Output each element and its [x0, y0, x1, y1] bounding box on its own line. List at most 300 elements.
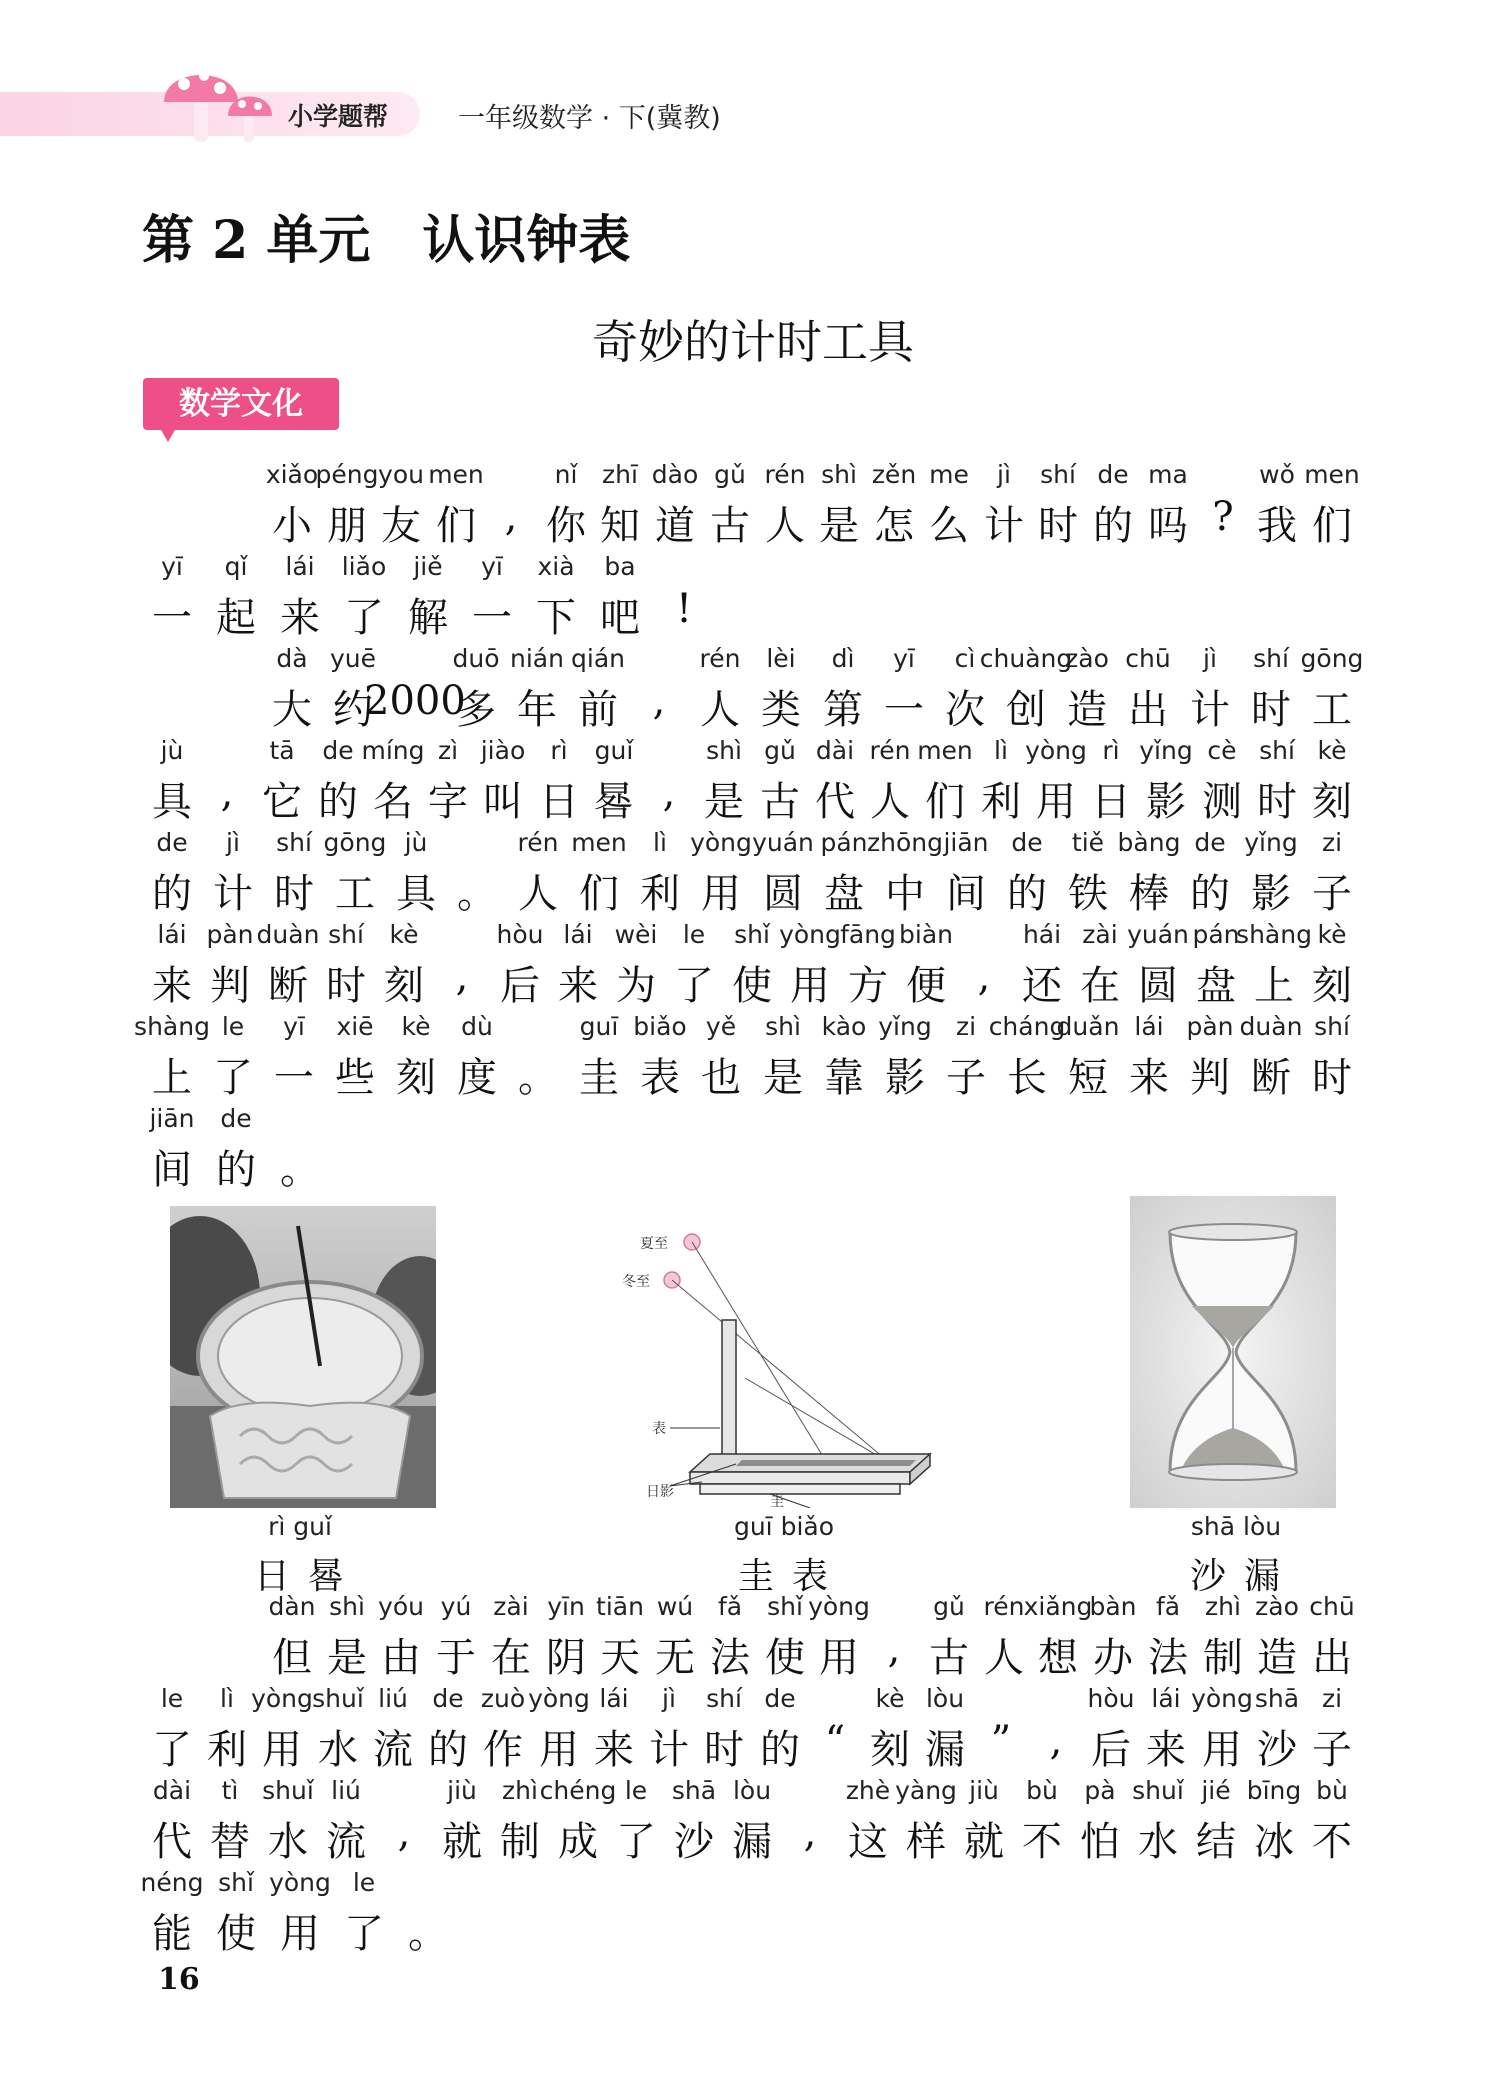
pinyin: ba: [604, 552, 636, 581]
hanzi: 解: [408, 595, 448, 641]
hanzi: 的: [318, 779, 358, 825]
hanzi: 圆: [1138, 963, 1178, 1009]
hanzi: 古: [929, 1635, 969, 1681]
pinyin: yú: [440, 1592, 472, 1621]
hanzi: 也: [701, 1055, 741, 1101]
pinyin: duàn: [256, 920, 320, 949]
hanzi: 能: [152, 1911, 192, 1957]
hanzi: 我: [1257, 503, 1297, 549]
pinyin: shí: [1040, 460, 1076, 489]
pinyin: le: [682, 920, 706, 949]
page-number: 16: [158, 1962, 200, 1997]
pinyin: yòng: [808, 1592, 870, 1621]
pinyin: zěn: [871, 460, 917, 489]
pinyin: pán: [1192, 920, 1240, 949]
hanzi: 计: [649, 1727, 689, 1773]
hanzi: 想: [1038, 1635, 1078, 1681]
hanzi: 了: [344, 595, 384, 641]
hanzi: ?: [1212, 494, 1234, 540]
label-summer: 夏至: [640, 1236, 668, 1252]
hanzi: 流: [373, 1727, 413, 1773]
pinyin: shuǐ: [262, 1776, 314, 1805]
pinyin: tiān: [596, 1592, 644, 1621]
hanzi: 日: [1091, 779, 1131, 825]
pinyin: liú: [378, 1684, 408, 1713]
pinyin: gǔ: [714, 460, 746, 489]
hanzi: 子: [1312, 1727, 1352, 1773]
pinyin: men: [428, 460, 484, 489]
pinyin: tā: [269, 736, 295, 765]
pinyin: de: [322, 736, 354, 765]
hourglass-photo: [1130, 1196, 1336, 1508]
hanzi: 铁: [1068, 871, 1108, 917]
pinyin: pàn: [206, 920, 254, 949]
pinyin: lì: [653, 828, 667, 857]
hanzi: 人: [700, 687, 740, 733]
hanzi: 小: [272, 503, 312, 549]
hanzi: 创: [1006, 687, 1046, 733]
hanzi: 用: [262, 1727, 302, 1773]
hanzi: 便: [906, 963, 946, 1009]
pinyin: pà: [1084, 1776, 1116, 1805]
pinyin: jù: [404, 828, 428, 857]
hanzi: 利: [207, 1727, 247, 1773]
pinyin: yàng: [895, 1776, 957, 1805]
pinyin: jiān: [149, 1104, 195, 1133]
pinyin: xià: [537, 552, 575, 581]
pinyin: me: [929, 460, 969, 489]
pinyin: yuán: [1127, 920, 1189, 949]
hanzi: 水: [318, 1727, 358, 1773]
text-line: [142, 1776, 1362, 1868]
hanzi: 盘: [1196, 963, 1236, 1009]
pinyin: rén: [699, 644, 741, 673]
hanzi: 短: [1068, 1055, 1108, 1101]
pinyin: de: [156, 828, 188, 857]
section-tag: 数学文化: [143, 378, 339, 430]
pinyin: yī: [481, 552, 503, 581]
hanzi: 日: [539, 779, 579, 825]
pinyin: cháng: [988, 1012, 1066, 1041]
hanzi: 造: [1257, 1635, 1297, 1681]
hanzi: 约: [333, 687, 373, 733]
hanzi: 影: [1251, 871, 1291, 917]
hanzi: 断: [1251, 1055, 1291, 1101]
hanzi: 的: [1093, 503, 1133, 549]
hanzi: 不: [1022, 1819, 1062, 1865]
hanzi: 的: [760, 1727, 800, 1773]
hanzi: 后: [1091, 1727, 1131, 1773]
pinyin: jié: [1201, 1776, 1231, 1805]
pinyin: gǔ: [764, 736, 796, 765]
hanzi: 水: [268, 1819, 308, 1865]
hanzi: 就: [442, 1819, 482, 1865]
pinyin: shí: [328, 920, 364, 949]
hanzi: 的: [1190, 871, 1230, 917]
hanzi: 是: [327, 1635, 367, 1681]
hanzi: 友: [381, 503, 421, 549]
hanzi: 你: [546, 503, 586, 549]
pinyin: hòu: [1087, 1684, 1135, 1713]
pinyin: kè: [1317, 920, 1347, 949]
hanzi: ,: [662, 770, 676, 816]
hanzi: !: [675, 586, 693, 632]
pinyin: dà: [276, 644, 308, 673]
hanzi: 工: [335, 871, 375, 917]
pinyin: duō: [452, 644, 500, 673]
hanzi: 计: [213, 871, 253, 917]
pinyin: lòu: [732, 1776, 772, 1805]
hanzi: 一: [472, 595, 512, 641]
pinyin: pàn: [1186, 1012, 1234, 1041]
hanzi: 利: [981, 779, 1021, 825]
pinyin: wǒ: [1259, 460, 1295, 489]
pinyin: míng: [361, 736, 425, 765]
guibiao-diagram: [610, 1218, 960, 1508]
hanzi: 晷: [594, 779, 634, 825]
hanzi: 的: [152, 871, 192, 917]
hanzi: 人: [984, 1635, 1024, 1681]
pinyin: shàng: [1236, 920, 1312, 949]
hanzi: 时: [1038, 503, 1078, 549]
hanzi: 天: [600, 1635, 640, 1681]
pinyin: péng: [315, 460, 379, 489]
hanzi: 间: [152, 1147, 192, 1193]
pinyin: dài: [152, 1776, 192, 1805]
hanzi: 古: [760, 779, 800, 825]
pinyin: zhè: [845, 1776, 891, 1805]
pinyin: shí: [276, 828, 312, 857]
pinyin: kè: [401, 1012, 431, 1041]
hanzi: 时: [326, 963, 366, 1009]
pinyin: rì: [550, 736, 568, 765]
pinyin: shā: [1254, 1684, 1300, 1713]
pinyin: de: [1194, 828, 1226, 857]
pinyin: lèi: [766, 644, 796, 673]
pinyin: guǐ: [594, 736, 634, 765]
hanzi: 于: [436, 1635, 476, 1681]
hanzi: 们: [1312, 503, 1352, 549]
hanzi: 了: [152, 1727, 192, 1773]
text-line: [142, 1868, 1362, 1960]
pinyin: bàn: [1089, 1592, 1137, 1621]
hanzi: 古: [710, 503, 750, 549]
hanzi: 它: [262, 779, 302, 825]
pinyin: yī: [283, 1012, 305, 1041]
pinyin: jì: [662, 1684, 676, 1713]
hanzi: 吗: [1148, 503, 1188, 549]
hanzi: 了: [616, 1819, 656, 1865]
hanzi: ,: [652, 678, 666, 724]
pinyin: yòng: [528, 1684, 590, 1713]
pinyin: le: [352, 1868, 376, 1897]
hanzi: 名: [373, 779, 413, 825]
header-book-title: 一年级数学 · 下(冀教): [458, 103, 721, 134]
pinyin: wèi: [614, 920, 658, 949]
text-line: [142, 460, 1362, 552]
pinyin: fǎ: [717, 1592, 743, 1621]
pinyin: shuǐ: [1132, 1776, 1184, 1805]
pinyin: zài: [493, 1592, 529, 1621]
hanzi: 类: [761, 687, 801, 733]
hanzi: 法: [710, 1635, 750, 1681]
hanzi: 在: [491, 1635, 531, 1681]
pinyin: gǔ: [933, 1592, 965, 1621]
pinyin: jiě: [413, 552, 443, 581]
hanzi: 出: [1312, 1635, 1352, 1681]
hanzi: ”: [990, 1718, 1012, 1764]
pinyin: tì: [221, 1776, 239, 1805]
pinyin: yīn: [547, 1592, 585, 1621]
pinyin: duǎn: [1056, 1012, 1120, 1041]
pinyin: lòu: [925, 1684, 965, 1713]
hanzi: 了: [213, 1055, 253, 1101]
pinyin: zi: [955, 1012, 977, 1041]
pinyin: jiù: [969, 1776, 999, 1805]
pinyin: dù: [461, 1012, 493, 1041]
hanzi: 判: [1190, 1055, 1230, 1101]
hanzi: 次: [945, 687, 985, 733]
pinyin: liú: [331, 1776, 361, 1805]
hanzi: 第: [823, 687, 863, 733]
pinyin: jì: [226, 828, 240, 857]
hanzi: 是: [704, 779, 744, 825]
text-line: [142, 828, 1362, 920]
hanzi: 代: [152, 1819, 192, 1865]
hanzi: 前: [578, 687, 618, 733]
hanzi: 用: [280, 1911, 320, 1957]
pinyin: jì: [997, 460, 1011, 489]
hanzi: 表: [640, 1055, 680, 1101]
hanzi: 字: [428, 779, 468, 825]
hanzi: 成: [558, 1819, 598, 1865]
pinyin: shā: [671, 1776, 717, 1805]
hanzi: 人: [870, 779, 910, 825]
pinyin: gōng: [1300, 644, 1364, 673]
pinyin: fāng: [840, 920, 896, 949]
hanzi: 时: [704, 1727, 744, 1773]
hanzi: 使: [732, 963, 772, 1009]
hanzi: 用: [1202, 1727, 1242, 1773]
hanzi: 子: [946, 1055, 986, 1101]
hanzi: 一: [152, 595, 192, 641]
hanzi: 使: [765, 1635, 805, 1681]
hanzi: 来: [558, 963, 598, 1009]
hanzi: 靠: [824, 1055, 864, 1101]
pinyin: biàn: [899, 920, 953, 949]
caption-hourglass: 沙漏: [1189, 1556, 1298, 1597]
hanzi: 代: [815, 779, 855, 825]
pinyin: cè: [1207, 736, 1237, 765]
hanzi: 是: [763, 1055, 803, 1101]
pinyin: jiù: [447, 1776, 477, 1805]
text-line: [142, 736, 1362, 828]
pinyin: shǐ: [218, 1868, 254, 1897]
pinyin: shí: [1314, 1012, 1350, 1041]
pinyin: rì: [1102, 736, 1120, 765]
text-line: [142, 552, 1362, 644]
hanzi: 来: [152, 963, 192, 1009]
hanzi: 流: [326, 1819, 366, 1865]
hanzi: 的: [1007, 871, 1047, 917]
text-line: [142, 1104, 1362, 1196]
pinyin: xiē: [336, 1012, 374, 1041]
hanzi: 么: [929, 503, 969, 549]
hanzi: 制: [500, 1819, 540, 1865]
hanzi: 具: [396, 871, 436, 917]
pinyin: zhì: [1205, 1592, 1241, 1621]
pinyin: you: [378, 460, 424, 489]
pinyin: shàng: [134, 1012, 210, 1041]
pinyin: gōng: [323, 828, 387, 857]
hanzi: 多: [456, 687, 496, 733]
hanzi: 刻: [870, 1727, 910, 1773]
pinyin: yǐng: [878, 1012, 932, 1041]
hanzi: ,: [397, 1810, 411, 1856]
pinyin: zhī: [602, 460, 638, 489]
hanzi: 冰: [1254, 1819, 1294, 1865]
text-line: [134, 1012, 1362, 1104]
hanzi: 的: [216, 1147, 256, 1193]
hanzi: 就: [964, 1819, 1004, 1865]
hanzi: 在: [1080, 963, 1120, 1009]
hanzi: 吧: [600, 595, 640, 641]
pinyin: bīng: [1246, 1776, 1302, 1805]
hanzi: 们: [436, 503, 476, 549]
pinyin: shǐ: [734, 920, 770, 949]
hanzi: 圭: [579, 1055, 619, 1101]
hanzi: 子: [1312, 871, 1352, 917]
pinyin: shí: [706, 1684, 742, 1713]
pinyin: shí: [1253, 644, 1289, 673]
pinyin: qián: [571, 644, 625, 673]
hanzi: 一: [884, 687, 924, 733]
hanzi: 影: [1146, 779, 1186, 825]
pinyin: rén: [517, 828, 559, 857]
pinyin: biǎo: [633, 1012, 687, 1041]
pinyin: zhì: [502, 1776, 538, 1805]
pinyin: zi: [1321, 828, 1343, 857]
hanzi: 出: [1128, 687, 1168, 733]
pinyin: néng: [140, 1868, 204, 1897]
hanzi: “: [824, 1718, 846, 1764]
pinyin: zài: [1082, 920, 1118, 949]
hanzi: 刻: [1312, 963, 1352, 1009]
hanzi: ,: [220, 770, 234, 816]
pinyin: bàng: [1117, 828, 1181, 857]
hanzi: 法: [1148, 1635, 1188, 1681]
pinyin: pán: [820, 828, 868, 857]
pinyin: kè: [1317, 736, 1347, 765]
pinyin: yóu: [378, 1592, 424, 1621]
hanzi: 们: [579, 871, 619, 917]
hanzi: 时: [1257, 779, 1297, 825]
pinyin: de: [1011, 828, 1043, 857]
hanzi: 长: [1007, 1055, 1047, 1101]
hanzi: 具: [152, 779, 192, 825]
pinyin: liǎo: [341, 552, 387, 581]
hanzi: 沙: [1257, 1727, 1297, 1773]
pinyin: kào: [821, 1012, 867, 1041]
hanzi: 人: [765, 503, 805, 549]
pinyin: guī: [579, 1012, 619, 1041]
pinyin: yī: [893, 644, 915, 673]
pinyin: yòng: [779, 920, 841, 949]
hanzi: 大: [272, 687, 312, 733]
hanzi: 样: [906, 1819, 946, 1865]
hanzi: 刻: [396, 1055, 436, 1101]
pinyin: lái: [285, 552, 315, 581]
hanzi: 作: [483, 1727, 523, 1773]
pinyin: hòu: [496, 920, 544, 949]
hanzi: 。: [408, 1911, 448, 1957]
pinyin: dài: [815, 736, 855, 765]
pinyin: yòng: [690, 828, 752, 857]
hanzi: 沙: [674, 1819, 714, 1865]
hanzi: ,: [455, 954, 469, 1000]
hanzi: 用: [701, 871, 741, 917]
pinyin: yǐng: [1244, 828, 1298, 857]
hanzi: 后: [500, 963, 540, 1009]
hanzi: 些: [335, 1055, 375, 1101]
header-brand: 小学题帮: [288, 102, 389, 131]
hanzi: 办: [1093, 1635, 1133, 1681]
hanzi: 不: [1312, 1819, 1352, 1865]
pinyin: fǎ: [1155, 1592, 1181, 1621]
pinyin: yòng: [251, 1684, 313, 1713]
pinyin: nǐ: [554, 460, 578, 489]
pinyin: rén: [764, 460, 806, 489]
hanzi: 间: [946, 871, 986, 917]
hanzi: 用: [790, 963, 830, 1009]
hanzi: ,: [803, 1810, 817, 1856]
pinyin: nián: [510, 644, 564, 673]
pinyin: wú: [656, 1592, 694, 1621]
pinyin: lái: [599, 1684, 629, 1713]
sundial-photo: [170, 1206, 436, 1508]
pinyin: yòng: [269, 1868, 331, 1897]
hanzi: 由: [381, 1635, 421, 1681]
pinyin: ma: [1148, 460, 1188, 489]
hanzi: ,: [887, 1626, 901, 1672]
pinyin: lì: [220, 1684, 234, 1713]
pinyin: zhōng: [867, 828, 943, 857]
pinyin: bù: [1316, 1776, 1348, 1805]
pinyin: yuán: [752, 828, 814, 857]
hanzi: 测: [1202, 779, 1242, 825]
hanzi: 漏: [925, 1727, 965, 1773]
pinyin: cì: [954, 644, 976, 673]
pinyin: jiào: [480, 736, 526, 765]
pinyin: duàn: [1239, 1012, 1303, 1041]
caption-pinyin-hourglass: shā lòu: [1190, 1512, 1282, 1541]
caption-guibiao: 圭表: [737, 1556, 846, 1597]
pinyin: shì: [706, 736, 742, 765]
pinyin: lì: [994, 736, 1008, 765]
hanzi: 棒: [1129, 871, 1169, 917]
hanzi: 用: [819, 1635, 859, 1681]
pinyin: jì: [1203, 644, 1217, 673]
pinyin: chuàng: [979, 644, 1073, 673]
pinyin: de: [1097, 460, 1129, 489]
pinyin: zào: [1065, 644, 1109, 673]
hanzi: ,: [1049, 1718, 1063, 1764]
hanzi: 来: [1146, 1727, 1186, 1773]
hanzi: 这: [848, 1819, 888, 1865]
hanzi: 时: [1312, 1055, 1352, 1101]
label-base: 圭: [770, 1494, 784, 1508]
pinyin: yě: [705, 1012, 737, 1041]
